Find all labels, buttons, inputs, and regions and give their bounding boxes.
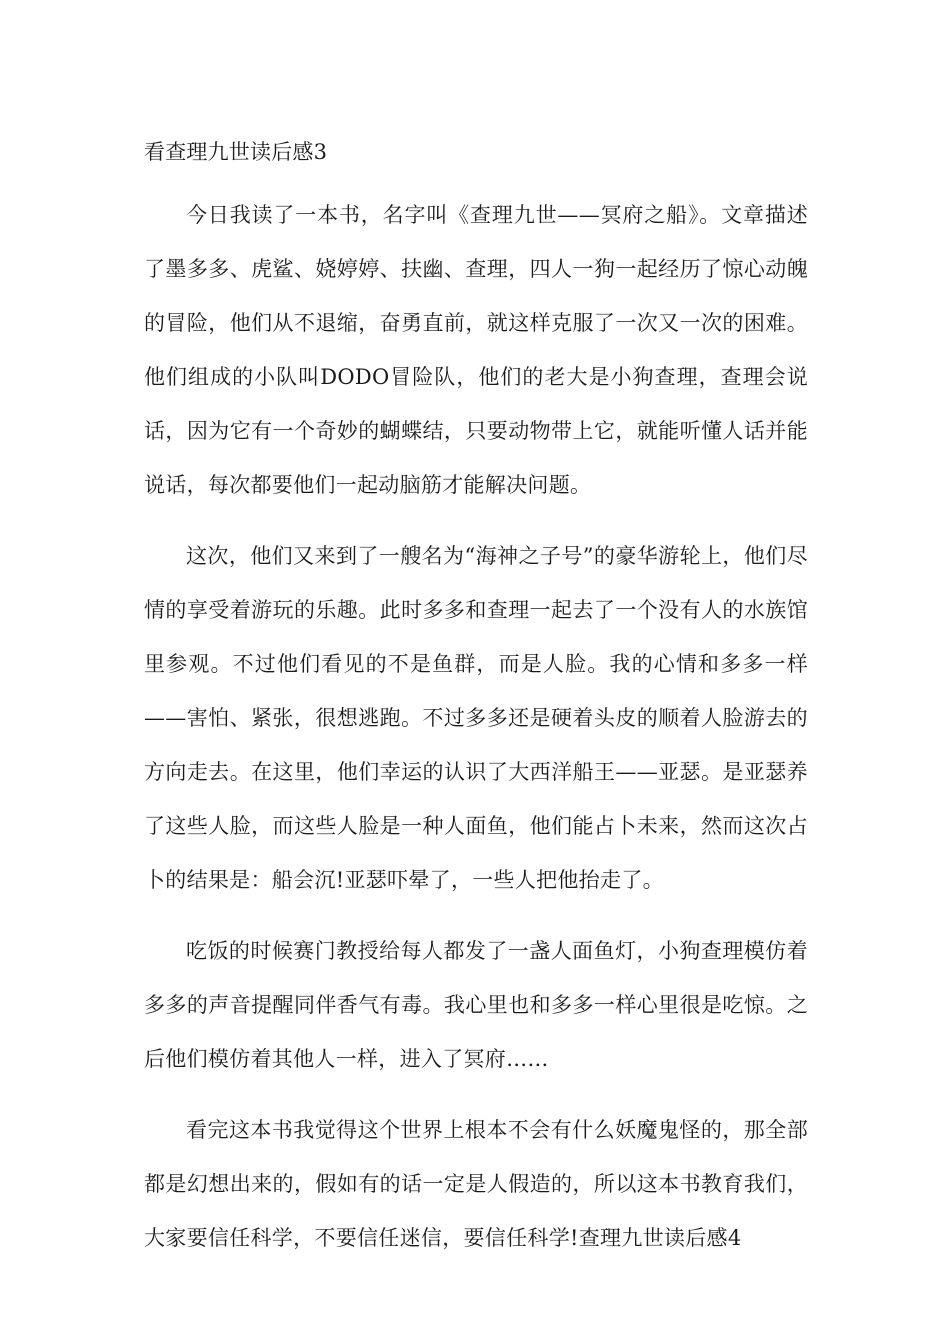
paragraph-3: 吃饭的时候赛门教授给每人都发了一盏人面鱼灯，小狗查理模仿着多多的声音提醒同伴香气有毒。我心里也和多多一样心里很是吃惊。之后他们模仿着其他人一样，进入了冥府…… bbox=[144, 939, 808, 1071]
paragraph-2: 这次，他们又来到了一艘名为“海神之子号”的豪华游轮上，他们尽情的享受着游玩的乐趣。此时多多和查理一起去了一个没有人的水族馆里参观。不过他们看见的不是鱼群，而是人脸。我的心情和多多一样——害怕、紧张，很想逃跑。不过多多还是硬着头皮的顺着人脸游去的方向走去。在这里，他们幸运的认识了大西洋船王——亚瑟。是亚瑟养了这些人脸，而这些人脸是一种人面鱼，他们能占卜未来，然而这次占卜的结果是：船会沉!亚瑟吓晕了，一些人把他抬走了。 bbox=[144, 544, 808, 892]
document-title: 看查理九世读后感3 bbox=[144, 140, 328, 164]
paragraph-4: 看完这本书我觉得这个世界上根本不会有什么妖魔鬼怪的，那全部都是幻想出来的，假如有的话一定是人假造的，所以这本书教育我们，大家要信任科学，不要信任迷信，要信任科学!查理九世读后感4 bbox=[144, 1118, 808, 1250]
paragraph-1: 今日我读了一本书，名字叫《查理九世——冥府之船》。文章描述了墨多多、虎鲨、娆婷婷、扶幽、查理，四人一狗一起经历了惊心动魄的冒险，他们从不退缩，奋勇直前，就这样克服了一次又一次的困难。他们组成的小队叫DODO冒险队，他们的老大是小狗查理，查理会说话，因为它有一个奇妙的蝴蝶结，只要动物带上它，就能听懂人话并能说话，每次都要他们一起动脑筋才能解决问题。 bbox=[144, 203, 808, 497]
document-body bbox=[144, 134, 808, 1282]
